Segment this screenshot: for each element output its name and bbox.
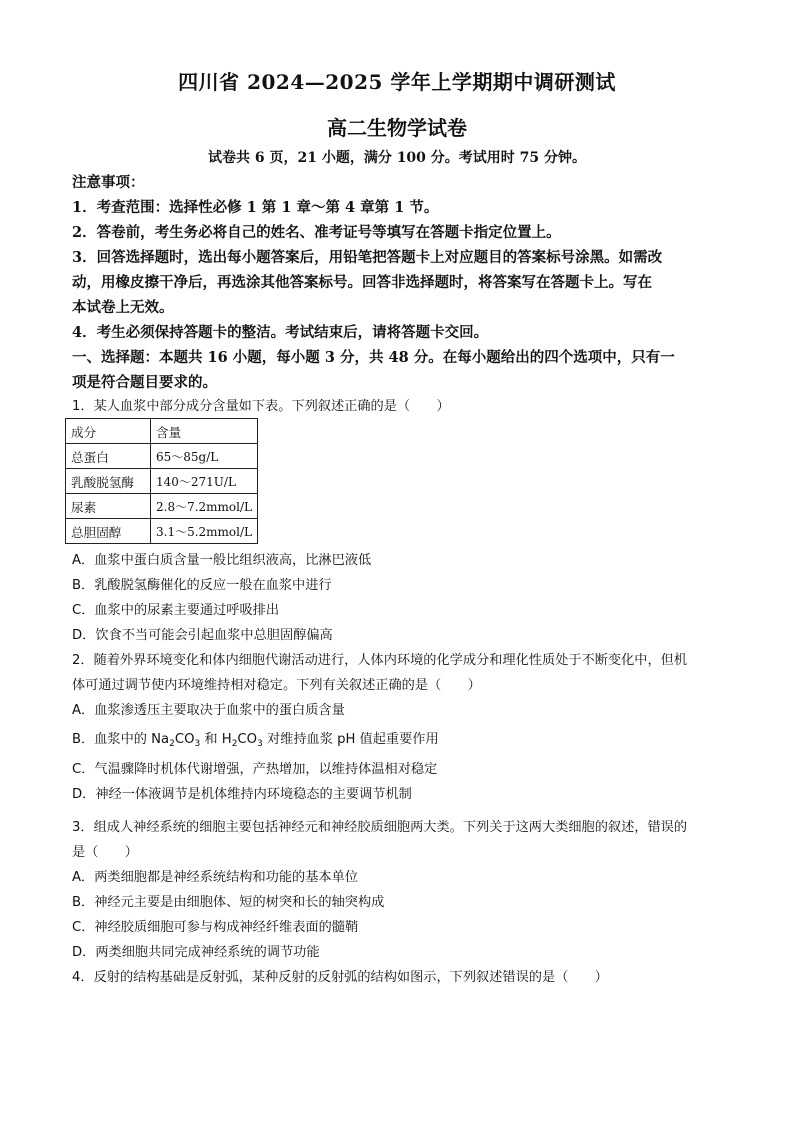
note-item: 本试卷上无效。 xyxy=(72,299,174,316)
option: B．乳酸脱氢酶催化的反应一般在血浆中进行 xyxy=(72,578,332,593)
table-cell: 尿素 xyxy=(66,494,151,519)
option: D．神经一体液调节是机体维持内环境稳态的主要调节机制 xyxy=(72,787,412,802)
note-item: 2．答卷前，考生务必将自己的姓名、准考证号等填写在答题卡指定位置上。 xyxy=(72,224,561,241)
table-cell: 140～271U/L xyxy=(151,469,258,494)
option: C．气温骤降时机体代谢增强，产热增加，以维持体温相对稳定 xyxy=(72,762,438,777)
note-item: 动，用橡皮擦干净后，再选涂其他答案标号。回答非选择题时，将答案写在答题卡上。写在 xyxy=(72,274,652,291)
note-item: 3．回答选择题时，选出每小题答案后，用铅笔把答题卡上对应题目的答案标号涂黑。如需改 xyxy=(72,249,663,266)
table-header-cell: 成分 xyxy=(66,419,151,444)
question-1-stem: 1．某人血浆中部分成分含量如下表。下列叙述正确的是（ ） xyxy=(72,399,450,414)
section-heading-line: 一、选择题：本题共 16 小题，每小题 3 分，共 48 分。在每小题给出的四个选项中，只有一 xyxy=(72,349,675,366)
exam-info: 试卷共 6 页，21 小题，满分 100 分。考试用时 75 分钟。 xyxy=(207,150,587,166)
table-cell: 2.8～7.2mmol/L xyxy=(151,494,258,519)
option: B．血浆中的 $Na_2CO_3$ 和 $H_2CO_3$ 对维持血浆 pH 值起重要作用 xyxy=(72,732,439,749)
note-item: 4．考生必须保持答题卡的整洁。考试结束后，请将答题卡交回。 xyxy=(72,324,489,341)
question-stem: 2．随着外界环境变化和体内细胞代谢活动进行，人体内环境的化学成分和理化性质处于不断变化中，但机 xyxy=(72,653,688,668)
table-cell: 65～85g/L xyxy=(151,444,258,469)
option: A．两类细胞都是神经系统结构和功能的基本单位 xyxy=(72,870,358,885)
table-cell: 总蛋白 xyxy=(66,444,151,469)
option: C．神经胶质细胞可参与构成神经纤维表面的髓鞘 xyxy=(72,920,359,935)
exam-subject: 高二生物学试卷 xyxy=(327,116,467,140)
option: A．血浆中蛋白质含量一般比组织液高，比淋巴液低 xyxy=(72,553,372,568)
note-item: 1．考查范围：选择性必修 1 第 1 章～第 4 章第 1 节。 xyxy=(72,199,439,216)
table-header-row xyxy=(66,419,258,444)
question-2 xyxy=(72,648,732,807)
table-cell: 3.1～5.2mmol/L xyxy=(151,519,258,544)
question-1-options xyxy=(72,548,732,648)
question-stem: 3．组成人神经系统的细胞主要包括神经元和神经胶质细胞两大类。下列关于这两大类细胞的叙述，错误的 xyxy=(72,820,688,835)
table-header-cell: 含量 xyxy=(151,419,258,444)
option: D．饮食不当可能会引起血浆中总胆固醇偏高 xyxy=(72,628,333,643)
question-stem: 是（ ） xyxy=(72,845,138,860)
option: D．两类细胞共同完成神经系统的调节功能 xyxy=(72,945,320,960)
question-4 xyxy=(72,965,732,990)
question-stem: 体可通过调节使内环境维持相对稳定。下列有关叙述正确的是（ ） xyxy=(72,678,481,693)
notes-section xyxy=(72,170,732,395)
table-row xyxy=(66,444,258,469)
option: A．血浆渗透压主要取决于血浆中的蛋白质含量 xyxy=(72,703,345,718)
exam-title: 四川省 2024—2025 学年上学期期中调研测试 xyxy=(178,70,616,94)
table-cell: 乳酸脱氢酶 xyxy=(66,469,151,494)
section-heading-line: 项是符合题目要求的。 xyxy=(72,374,217,391)
question-3 xyxy=(72,815,732,965)
table-cell: 总胆固醇 xyxy=(66,519,151,544)
table-row xyxy=(66,469,258,494)
option: C．血浆中的尿素主要通过呼吸排出 xyxy=(72,603,280,618)
notes-heading: 注意事项： xyxy=(72,174,145,191)
table-row xyxy=(66,494,258,519)
plasma-components-table xyxy=(65,418,258,544)
table-row xyxy=(66,519,258,544)
option: B．神经元主要是由细胞体、短的树突和长的轴突构成 xyxy=(72,895,385,910)
question-stem: 4．反射的结构基础是反射弧，某种反射的反射弧的结构如图示，下列叙述错误的是（ ） xyxy=(72,970,608,985)
